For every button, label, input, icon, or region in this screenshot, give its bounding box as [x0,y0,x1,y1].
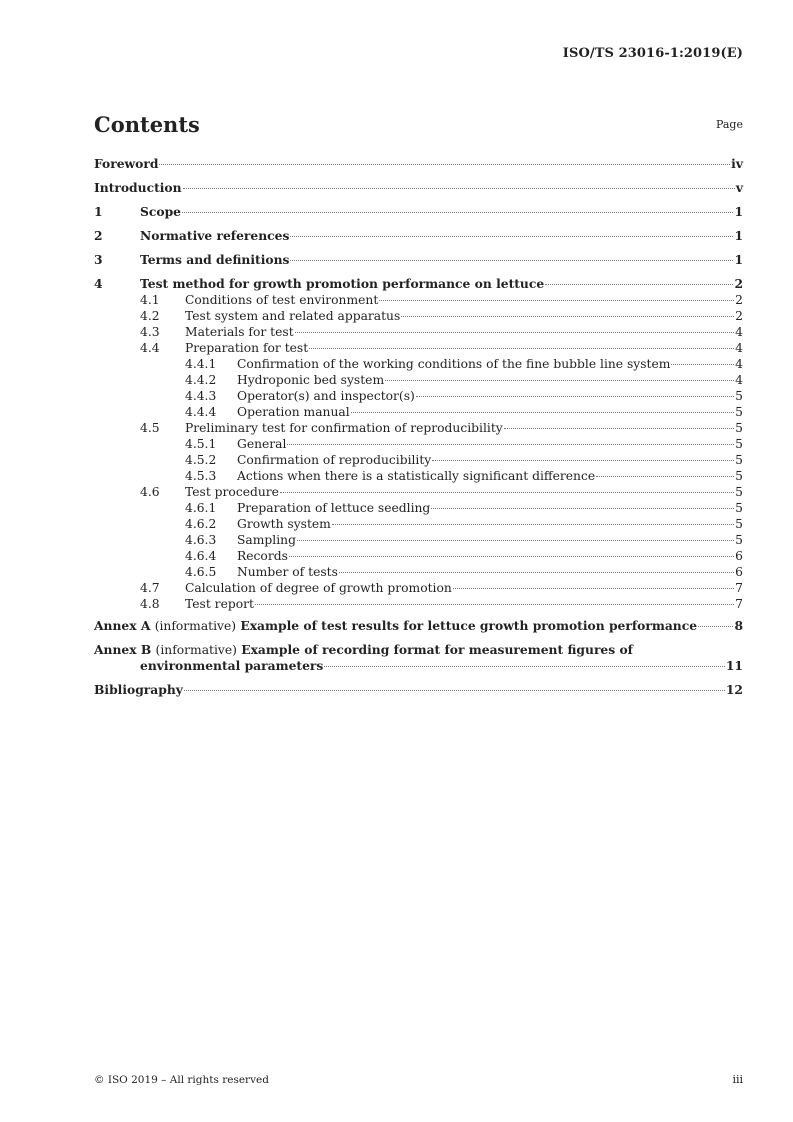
dot-leader [324,666,725,667]
toc-entry-number: 4.4.1 [185,357,217,371]
toc-entry-annex-a[interactable] [94,618,743,634]
toc-entry-page: 6 [735,549,743,563]
toc-entry-title: Test report [185,597,254,611]
toc-entry-page: 4 [735,373,743,387]
toc-entry-4-4-3[interactable] [94,388,743,404]
dot-leader [290,236,733,237]
toc-entry-4-4-2[interactable] [94,372,743,388]
toc-entry-title: Preliminary test for confirmation of reproducibility [185,421,503,435]
dot-leader [596,476,734,477]
toc-entry-title: Confirmation of the working conditions of the fine bubble line system [237,357,671,371]
dot-leader [698,626,733,627]
toc-entry-4-5-3[interactable] [94,468,743,484]
toc-entry-number: 4.4.3 [185,389,217,403]
toc-entry-number: 4.5.3 [185,469,217,483]
toc-entry-4-7[interactable] [94,580,743,596]
document-id: ISO/TS 23016-1:2019(E) [562,46,743,61]
toc-entry-title: Operation manual [237,405,350,419]
dot-leader [280,492,734,493]
toc-entry-title: Hydroponic bed system [237,373,385,387]
toc-entry-page: 11 [725,658,743,673]
toc-entry-page: 2 [735,293,743,307]
annex-type: (informative) [155,643,237,657]
dot-leader [431,508,734,509]
toc-title: Contents [94,112,200,137]
toc-entry-4-4[interactable] [94,340,743,356]
dot-leader [339,572,734,573]
toc-entry-title: Preparation for test [185,341,309,355]
dot-leader [453,588,734,589]
toc-entry-title: Terms and definitions [140,252,290,267]
toc-entry-title: Test system and related apparatus [185,309,401,323]
toc-entry-normative-references[interactable] [94,228,743,244]
annex-label: Annex B [94,642,152,657]
toc-entry-title: Test method for growth promotion performance on lettuce [140,276,545,291]
toc-entry-page: 5 [735,405,743,419]
toc-entry-number: 4.6 [140,485,160,499]
toc-entry-page: 5 [735,485,743,499]
toc-entry-title: Materials for test [185,325,294,339]
toc-entry-number: 4.3 [140,325,160,339]
toc-entry-number: 4.5.1 [185,437,217,451]
toc-entry-4-4-1[interactable] [94,356,743,372]
dot-leader [183,188,735,189]
copyright-notice: © ISO 2019 – All rights reserved [94,1074,269,1086]
toc-entry-page: iv [731,156,743,171]
toc-entry-test-method[interactable] [94,276,743,292]
toc-entry-scope[interactable] [94,204,743,220]
toc-entry-page: 4 [735,325,743,339]
toc-entry-title: Introduction [94,180,182,195]
toc-entry-page: 1 [734,252,743,267]
dot-leader [671,364,734,365]
toc-entry-page: 5 [735,453,743,467]
toc-entry-number: 4.4 [140,341,160,355]
toc-entry-4-5-2[interactable] [94,452,743,468]
dot-leader [290,260,733,261]
toc-entry-number: 2 [94,228,103,243]
toc-entry-title: Bibliography [94,682,183,697]
toc-entry-title: Operator(s) and inspector(s) [237,389,415,403]
toc-entry-page: 8 [734,618,743,633]
dot-leader [332,524,734,525]
toc-entry-introduction[interactable] [94,180,743,196]
toc-entry-number: 4 [94,276,103,291]
toc-entry-page: 4 [735,341,743,355]
toc-entry-number: 1 [94,204,103,219]
dot-leader [159,164,730,165]
toc-entry-bibliography[interactable] [94,682,743,698]
dot-leader [545,284,733,285]
dot-leader [182,212,733,213]
toc-entry-4-3[interactable] [94,324,743,340]
toc-entry-foreword[interactable] [94,156,743,172]
toc-entry-number: 4.6.4 [185,549,217,563]
toc-entry-page: v [735,180,743,195]
toc-entry-4-4-4[interactable] [94,404,743,420]
annex-label: Annex A [94,618,151,633]
toc-entry-page: 5 [735,421,743,435]
toc-entry-title: Sampling [237,533,296,547]
dot-leader [432,460,734,461]
toc-entry-page: 12 [725,682,743,697]
dot-leader [416,396,734,397]
toc-entry-title: Scope [140,204,181,219]
toc-entry-number: 4.4.2 [185,373,217,387]
toc-entry-page: 2 [734,276,743,291]
toc-entry-title: Confirmation of reproducibility [237,453,432,467]
toc-entry-4-6[interactable] [94,484,743,500]
toc-entry-number: 4.6.5 [185,565,217,579]
dot-leader [504,428,734,429]
dot-leader [287,444,734,445]
toc-entry-4-1[interactable] [94,292,743,308]
toc-entry-page: 7 [735,597,743,611]
toc-entry-title: Normative references [140,228,290,243]
annex-type: (informative) [154,619,237,633]
toc-entry-page: 7 [735,581,743,595]
toc-entry-number: 4.6.3 [185,533,217,547]
toc-entry-terms-and-definitions[interactable] [94,252,743,268]
toc-entry-page: 6 [735,565,743,579]
toc-entry-page: 5 [735,533,743,547]
page-number: iii [732,1073,743,1086]
toc-entry-number: 4.6.2 [185,517,217,531]
toc-entry-title: General [237,437,287,451]
dot-leader [184,690,725,691]
toc-entry-4-6-5[interactable] [94,564,743,580]
dot-leader [255,604,734,605]
annex-b-line-2 [94,658,743,674]
toc-entry-title: Calculation of degree of growth promotion [185,581,452,595]
toc-entry-title [94,618,697,634]
dot-leader [401,316,734,317]
toc-entry-title: Preparation of lettuce seedling [237,501,431,515]
toc-entry-title: Foreword [94,156,159,171]
toc-entry-number: 4.7 [140,581,160,595]
toc-entry-4-2[interactable] [94,308,743,324]
toc-entry-title: Records [237,549,288,563]
dot-leader [309,348,734,349]
toc-entry-number: 4.5 [140,421,160,435]
toc-entry-4-6-2[interactable] [94,516,743,532]
toc-entry-page: 1 [734,228,743,243]
annex-title: Example of test results for lettuce growth promotion performance [240,618,698,633]
table-of-contents [94,156,743,698]
toc-entry-4-6-3[interactable] [94,532,743,548]
toc-entry-page: 5 [735,517,743,531]
toc-entry-title: Number of tests [237,565,338,579]
toc-entry-page: 4 [735,357,743,371]
toc-entry-number: 4.8 [140,597,160,611]
toc-entry-4-6-4[interactable] [94,548,743,564]
toc-entry-page: 5 [735,389,743,403]
toc-entry-annex-b[interactable] [94,642,743,674]
toc-entry-4-5-1[interactable] [94,436,743,452]
toc-entry-page: 1 [734,204,743,219]
toc-entry-4-8[interactable] [94,596,743,612]
toc-entry-4-6-1[interactable] [94,500,743,516]
dot-leader [379,300,734,301]
toc-entry-title: Growth system [237,517,331,531]
toc-entry-page: 5 [735,501,743,515]
toc-entry-number: 4.5.2 [185,453,217,467]
dot-leader [351,412,735,413]
toc-entry-number: 3 [94,252,103,267]
toc-entry-page: 2 [735,309,743,323]
dot-leader [295,332,735,333]
dot-leader [385,380,734,381]
toc-entry-title: Test procedure [185,485,279,499]
page-column-label: Page [715,118,743,131]
dot-leader [289,556,734,557]
annex-b-line-1 [94,642,743,658]
toc-entry-number: 4.2 [140,309,160,323]
toc-entry-page: 5 [735,437,743,451]
toc-entry-number: 4.6.1 [185,501,217,515]
toc-entry-4-5[interactable] [94,420,743,436]
dot-leader [297,540,734,541]
annex-title-continued: environmental parameters [140,658,324,673]
annex-title: Example of recording format for measurement figures of [241,642,633,657]
toc-entry-number: 4.1 [140,293,160,307]
toc-entry-title: Actions when there is a statistically significant difference [237,469,596,483]
toc-entry-title: Conditions of test environment [185,293,379,307]
toc-entry-page: 5 [735,469,743,483]
toc-entry-number: 4.4.4 [185,405,217,419]
